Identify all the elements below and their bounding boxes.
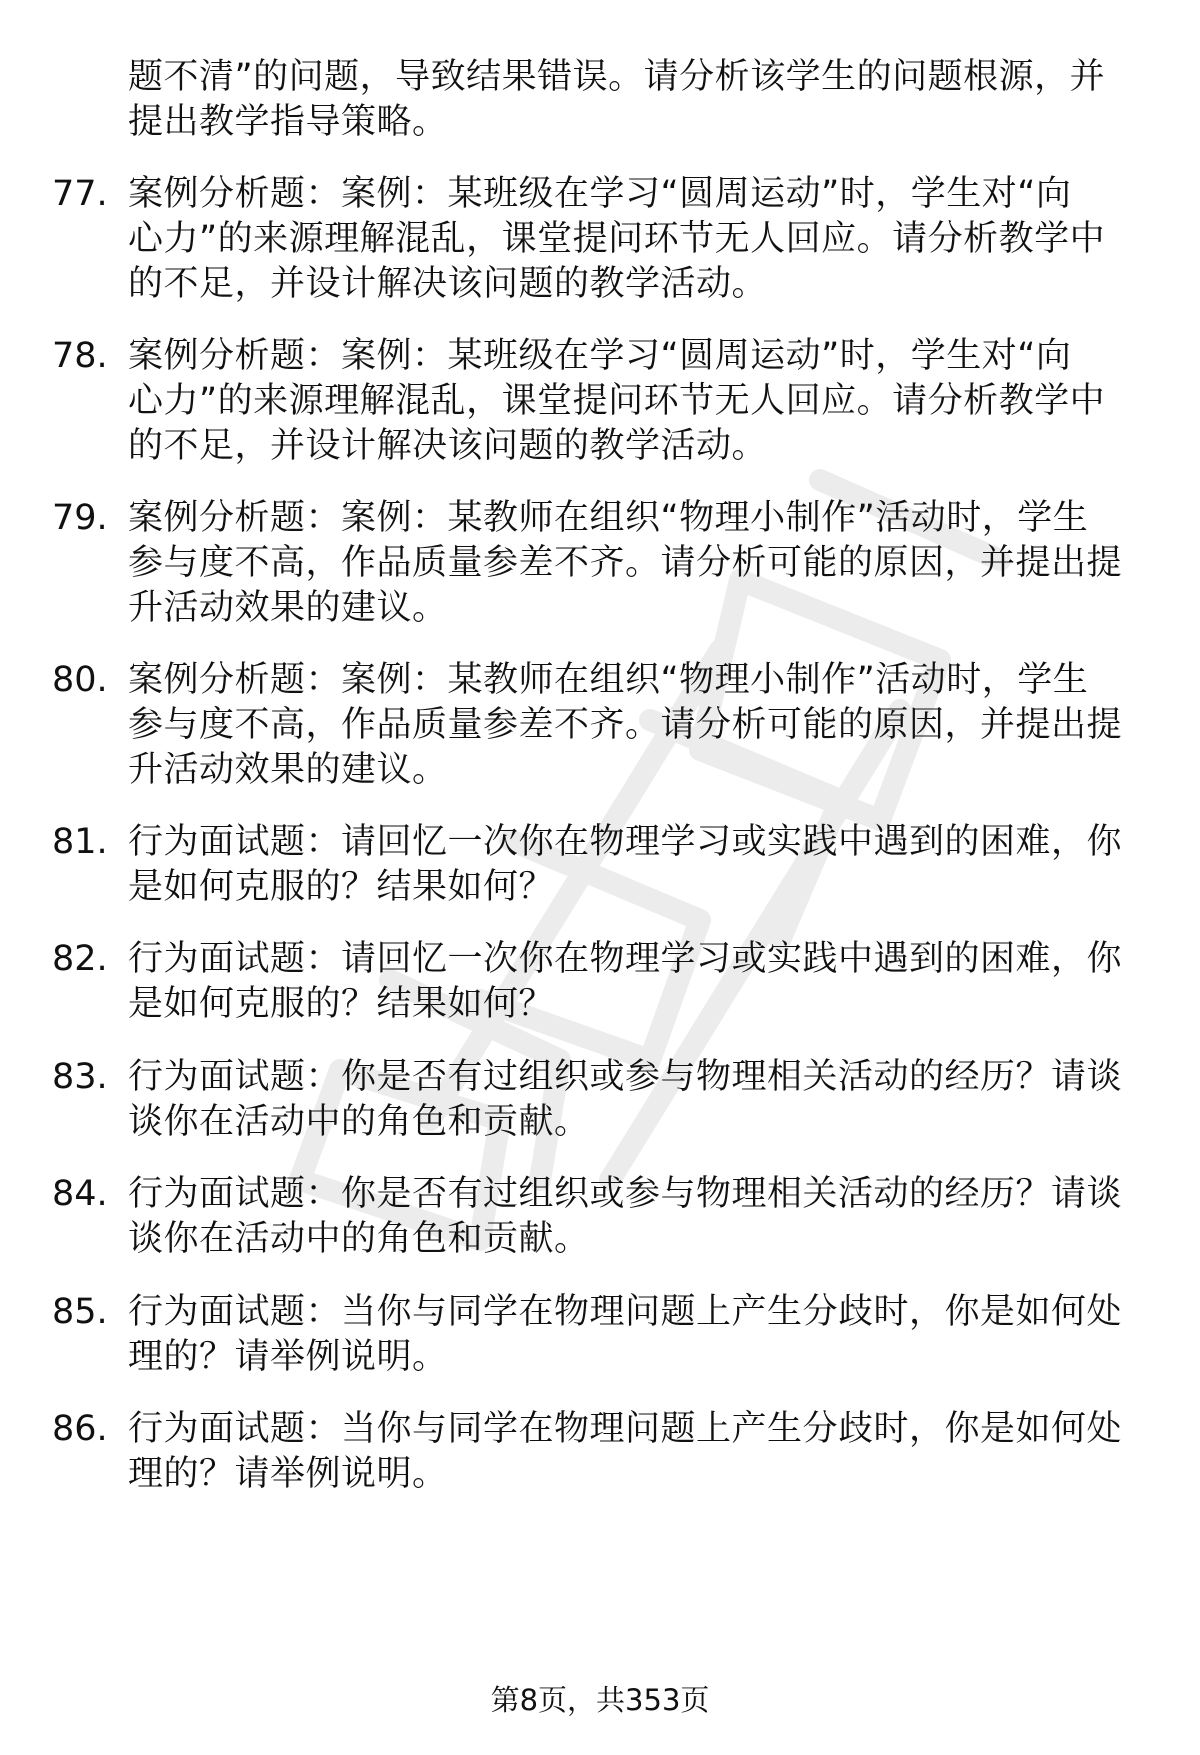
question-line: 是如何克服的？结果如何？ <box>128 984 555 1024</box>
question-number: 78. <box>52 336 108 376</box>
question-line: 升活动效果的建议。 <box>128 588 448 628</box>
question-number: 81. <box>52 822 108 862</box>
question-line: 参与度不高，作品质量参差不齐。请分析可能的原因，并提出提 <box>128 543 1123 583</box>
question-number: 79. <box>52 498 108 538</box>
question-line: 的不足，并设计解决该问题的教学活动。 <box>128 264 768 304</box>
question-number: 86. <box>52 1409 108 1449</box>
continuation-line: 题不清”的问题，导致结果错误。请分析该学生的问题根源，并 <box>128 57 1106 97</box>
question-line: 行为面试题：请回忆一次你在物理学习或实践中遇到的困难，你 <box>128 822 1123 862</box>
question-line: 案例分析题：案例：某教师在组织“物理小制作”活动时，学生 <box>128 498 1089 538</box>
question-line: 行为面试题：当你与同学在物理问题上产生分歧时，你是如何处 <box>128 1409 1123 1449</box>
question-line: 心力”的来源理解混乱，课堂提问环节无人回应。请分析教学中 <box>128 381 1106 421</box>
page-footer: 第8页，共353页 <box>490 1683 710 1717</box>
question-line: 行为面试题：当你与同学在物理问题上产生分歧时，你是如何处 <box>128 1292 1123 1332</box>
question-line: 心力”的来源理解混乱，课堂提问环节无人回应。请分析教学中 <box>128 219 1106 259</box>
continuation-line: 提出教学指导策略。 <box>128 102 448 142</box>
question-line: 是如何克服的？结果如何？ <box>128 867 555 907</box>
question-line: 参与度不高，作品质量参差不齐。请分析可能的原因，并提出提 <box>128 705 1123 745</box>
question-line: 行为面试题：请回忆一次你在物理学习或实践中遇到的困难，你 <box>128 939 1123 979</box>
question-number: 84. <box>52 1174 108 1214</box>
question-line: 谈你在活动中的角色和贡献。 <box>128 1102 590 1142</box>
question-line: 升活动效果的建议。 <box>128 750 448 790</box>
question-line: 理的？请举例说明。 <box>128 1454 448 1494</box>
question-line: 行为面试题：你是否有过组织或参与物理相关活动的经历？请谈 <box>128 1057 1123 1097</box>
question-line: 案例分析题：案例：某班级在学习“圆周运动”时，学生对“向 <box>128 336 1072 376</box>
question-number: 77. <box>52 174 108 214</box>
question-line: 谈你在活动中的角色和贡献。 <box>128 1219 590 1259</box>
question-number: 82. <box>52 939 108 979</box>
question-line: 案例分析题：案例：某班级在学习“圆周运动”时，学生对“向 <box>128 174 1072 214</box>
question-number: 83. <box>52 1057 108 1097</box>
question-line: 案例分析题：案例：某教师在组织“物理小制作”活动时，学生 <box>128 660 1089 700</box>
question-line: 理的？请举例说明。 <box>128 1337 448 1377</box>
question-number: 80. <box>52 660 108 700</box>
question-number: 85. <box>52 1292 108 1332</box>
question-line: 行为面试题：你是否有过组织或参与物理相关活动的经历？请谈 <box>128 1174 1123 1214</box>
question-line: 的不足，并设计解决该问题的教学活动。 <box>128 426 768 466</box>
